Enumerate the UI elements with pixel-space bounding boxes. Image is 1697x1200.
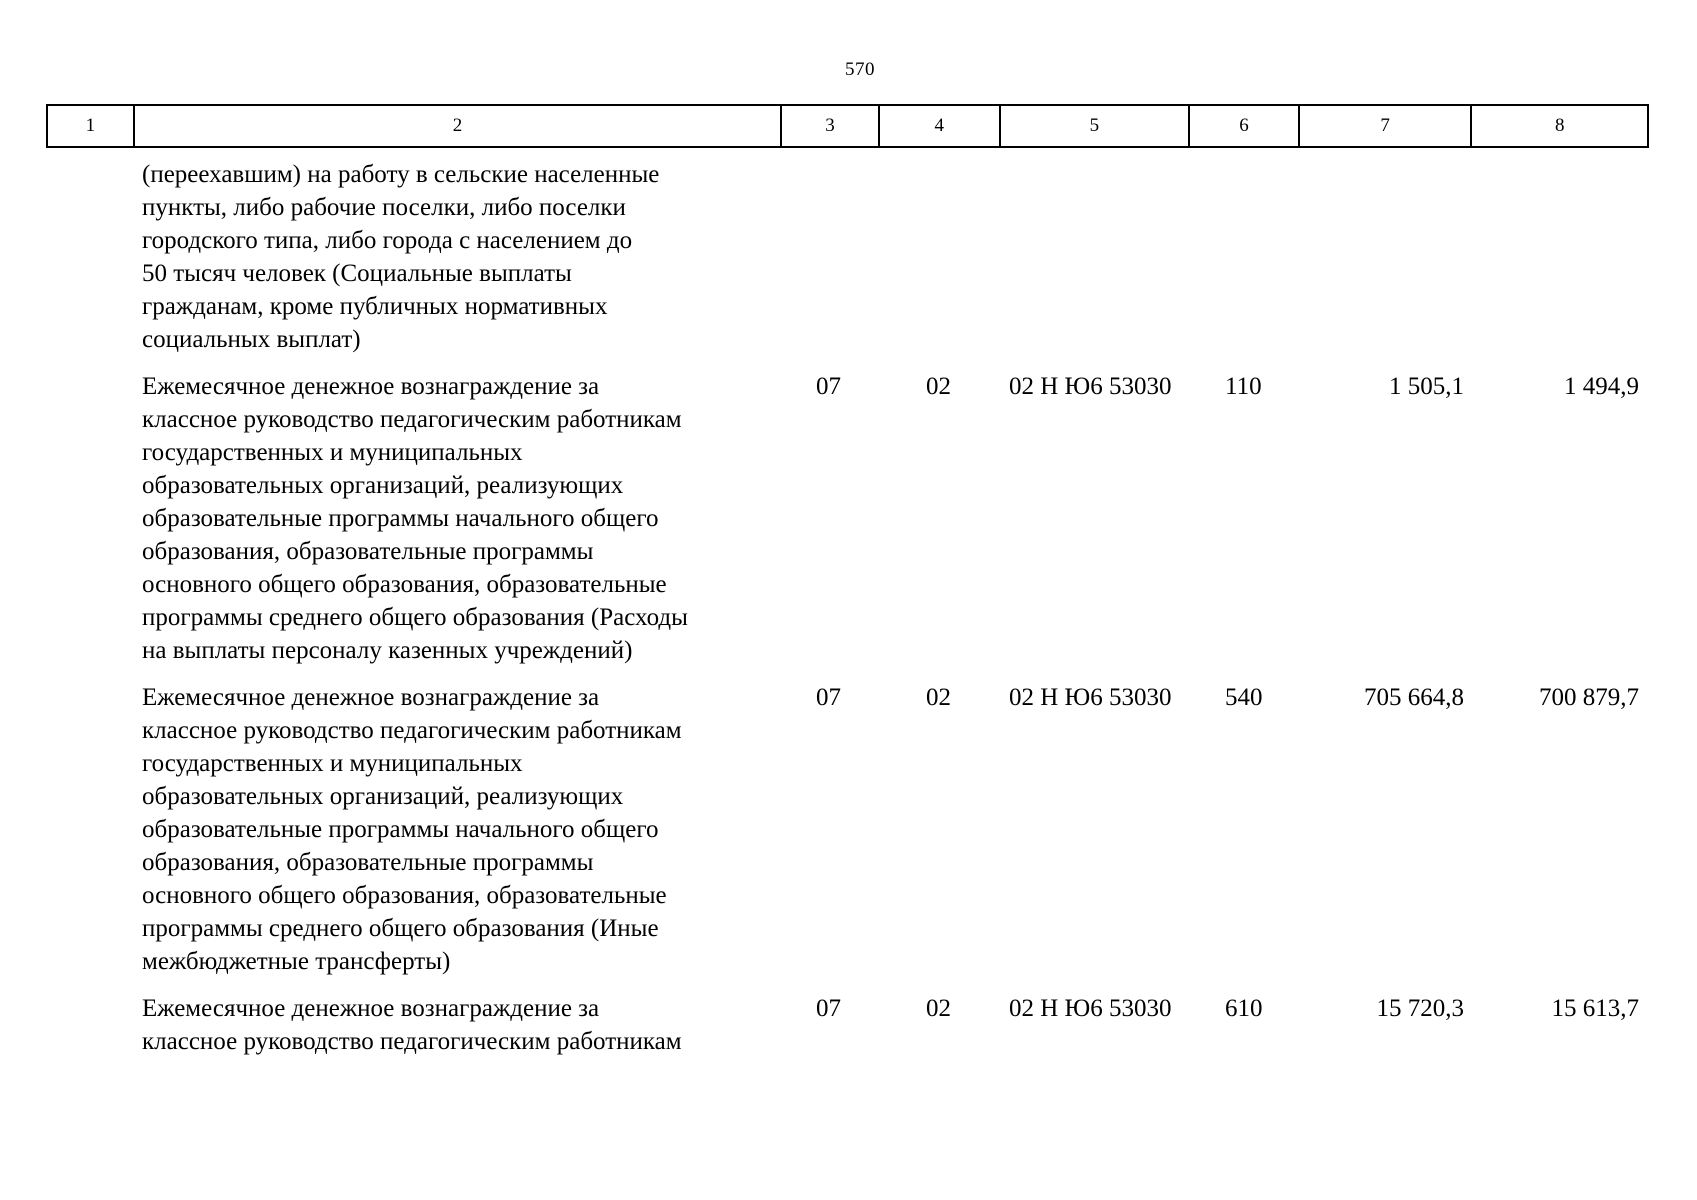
cell-col4: 02 [926, 373, 951, 400]
cell-col5 [1001, 158, 1191, 356]
description-line: 50 тысяч человек (Социальные выплаты [142, 260, 572, 287]
table-row [46, 158, 1649, 356]
header-cell-5: 5 [1001, 106, 1191, 146]
description-line: основного общего образования, образовательные [142, 571, 667, 598]
page-number: 570 [845, 59, 875, 80]
header-cell-6: 6 [1190, 106, 1300, 146]
cell-col6: 540 [1225, 684, 1263, 711]
description-line: городского типа, либо города с населением до [142, 227, 633, 254]
description-line: пункты, либо рабочие поселки, либо поселки [142, 194, 626, 221]
description-line: программы среднего общего образования (Иные [142, 915, 659, 942]
description-line: классное руководство педагогическим работникам [142, 406, 682, 433]
cell-col7: 15 720,3 [1376, 995, 1464, 1022]
cell-col4: 02 [926, 684, 951, 711]
cell-col7: 1 505,1 [1389, 373, 1464, 400]
cell-description [46, 370, 782, 667]
description-line: образовательных организаций, реализующих [142, 783, 624, 810]
description-line: государственных и муниципальных [142, 439, 523, 466]
description-line: основного общего образования, образовательные [142, 882, 667, 909]
cell-col6: 110 [1225, 373, 1262, 400]
header-cell-3: 3 [782, 106, 880, 146]
cell-description [46, 158, 782, 356]
cell-col8 [1474, 158, 1647, 356]
description-line: образования, образовательные программы [142, 849, 594, 876]
description-line: образовательных организаций, реализующих [142, 472, 624, 499]
description-line: классное руководство педагогическим работникам [142, 1028, 682, 1055]
description-line: государственных и муниципальных [142, 750, 523, 777]
description-line: межбюджетные трансферты) [142, 948, 451, 975]
description-line: образовательные программы начального общего [142, 505, 659, 532]
cell-col5: 02 Н Ю6 53030 [1009, 995, 1172, 1022]
cell-col6 [1191, 158, 1301, 356]
cell-col8: 15 613,7 [1551, 995, 1639, 1022]
cell-col4 [880, 158, 1001, 356]
cell-col3 [782, 158, 880, 356]
cell-col5: 02 Н Ю6 53030 [1009, 684, 1172, 711]
table-row [46, 370, 1649, 667]
table-row [46, 992, 1649, 1058]
header-cell-7: 7 [1300, 106, 1473, 146]
cell-col3: 07 [816, 684, 841, 711]
description-line: Ежемесячное денежное вознаграждение за [142, 995, 600, 1022]
cell-description [46, 992, 782, 1058]
cell-col7: 705 664,8 [1364, 684, 1464, 711]
header-cell-1: 1 [48, 106, 135, 146]
description-line: Ежемесячное денежное вознаграждение за [142, 684, 600, 711]
description-line: социальных выплат) [142, 326, 361, 353]
cell-col5: 02 Н Ю6 53030 [1009, 373, 1172, 400]
cell-col7 [1301, 158, 1474, 356]
cell-col3: 07 [816, 373, 841, 400]
description-line: классное руководство педагогическим работникам [142, 717, 682, 744]
cell-col3: 07 [816, 995, 841, 1022]
table-body [46, 158, 1649, 1072]
cell-col8: 700 879,7 [1539, 684, 1639, 711]
table-row [46, 681, 1649, 978]
cell-col6: 610 [1225, 995, 1263, 1022]
description-line: Ежемесячное денежное вознаграждение за [142, 373, 600, 400]
description-line: программы среднего общего образования (Расходы [142, 604, 688, 631]
description-line: образовательные программы начального общего [142, 816, 659, 843]
header-cell-8: 8 [1554, 115, 1565, 136]
cell-col4: 02 [926, 995, 951, 1022]
cell-col8: 1 494,9 [1564, 373, 1639, 400]
description-line: образования, образовательные программы [142, 538, 594, 565]
header-cell-4: 4 [880, 106, 1001, 146]
description-line: на выплаты персоналу казенных учреждений) [142, 637, 633, 664]
header-cell-2: 2 [135, 106, 782, 146]
table-header-row [46, 104, 1649, 148]
description-line: гражданам, кроме публичных нормативных [142, 293, 608, 320]
description-line: (переехавшим) на работу в сельские населенные [142, 161, 660, 188]
cell-description [46, 681, 782, 978]
